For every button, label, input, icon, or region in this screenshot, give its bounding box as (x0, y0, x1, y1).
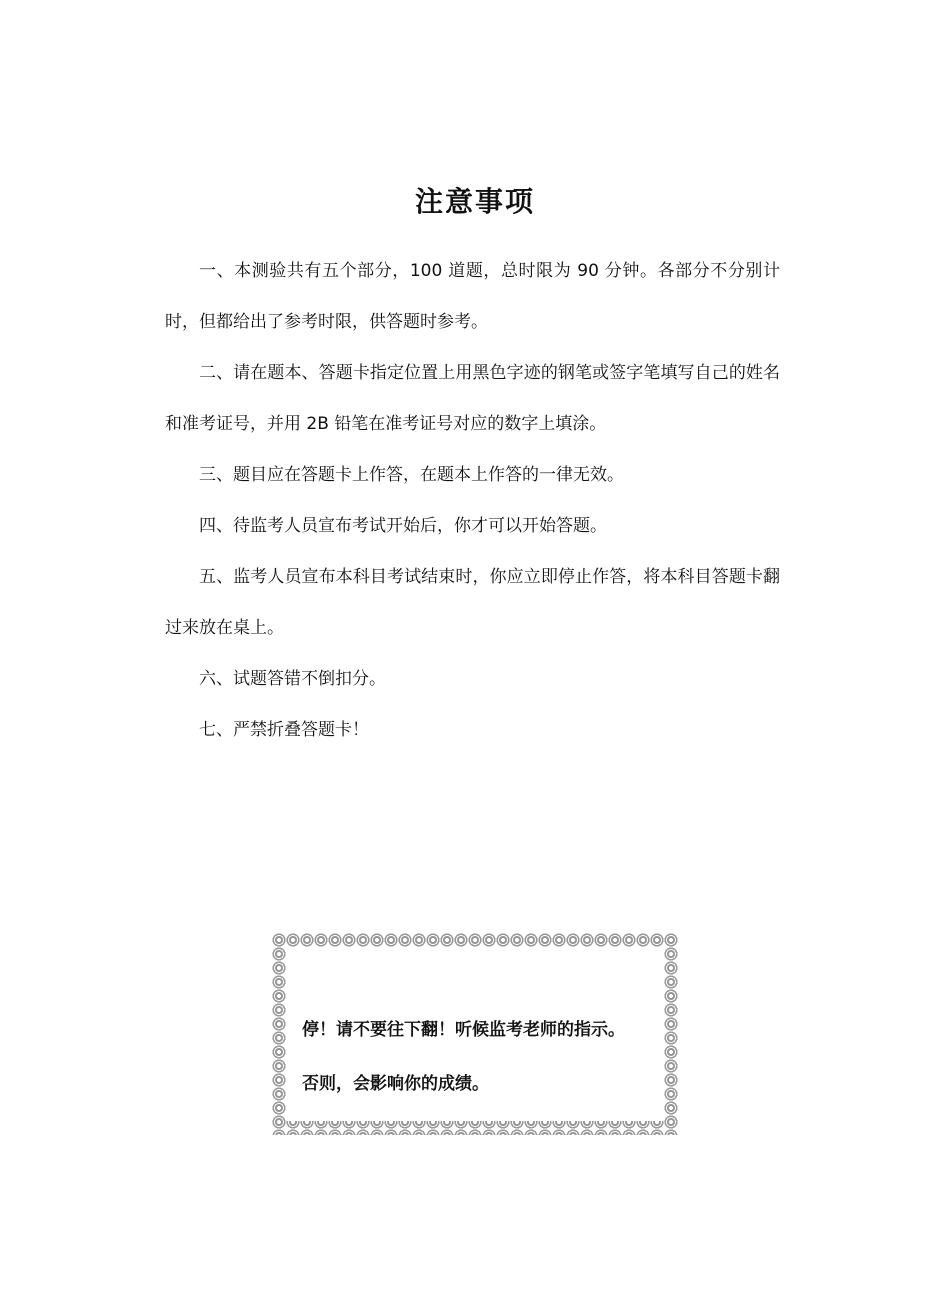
instruction-item: 五、监考人员宣布本科目考试结束时，你应立即停止作答，将本科目答题卡翻过来放在桌上。 (165, 567, 780, 638)
instruction-item: 二、请在题本、答题卡指定位置上用黑色字迹的钢笔或签字笔填写自己的姓名和准考证号，并用 2B 铅笔在准考证号对应的数字上填涂。 (165, 363, 780, 434)
instruction-item: 四、待监考人员宣布考试开始后，你才可以开始答题。 (199, 516, 607, 536)
instruction-item: 一、本测验共有五个部分，100 道题，总时限为 90 分钟。各部分不分别计时，但都给出了参考时限，供答题时参考。 (165, 261, 780, 332)
stop-notice-line-1: 停！请不要往下翻！听候监考老师的指示。 (302, 1020, 625, 1040)
stop-notice-line-2: 否则，会影响你的成绩。 (302, 1074, 489, 1094)
stop-notice-inner (286, 947, 664, 1121)
stop-notice-box (272, 933, 678, 1135)
instruction-item: 六、试题答错不倒扣分。 (199, 669, 386, 689)
page-title: 注意事项 (414, 185, 535, 218)
instructions-list (165, 246, 780, 756)
instruction-item: 三、题目应在答题卡上作答，在题本上作答的一律无效。 (199, 465, 624, 485)
instruction-item: 七、严禁折叠答题卡！ (199, 720, 369, 740)
